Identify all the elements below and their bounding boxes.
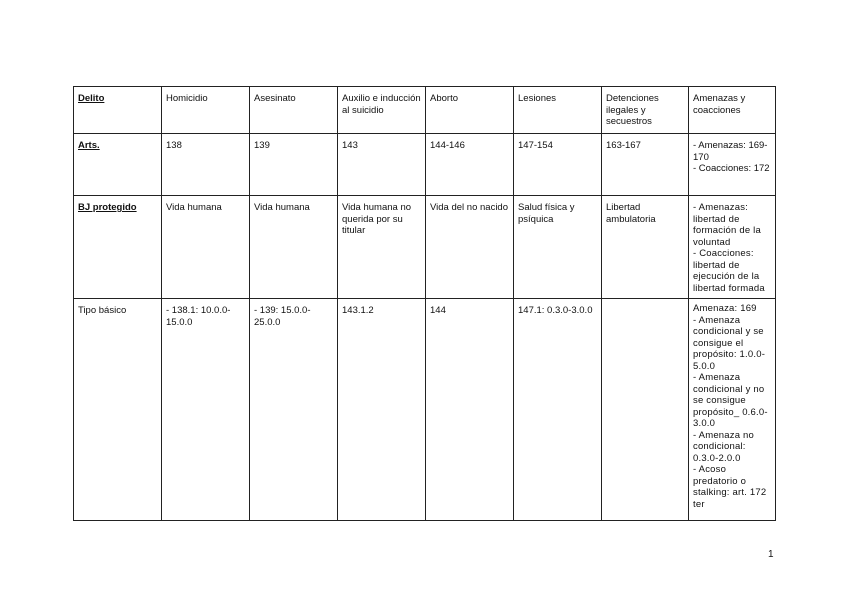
row-label-delito: Delito: [74, 87, 162, 134]
table-cell: - 138.1: 10.0.0-15.0.0: [162, 299, 250, 521]
table-cell: Vida del no nacido: [426, 196, 514, 299]
table-cell: [602, 299, 689, 521]
row-label-tipo-basico: Tipo básico: [74, 299, 162, 521]
table-cell: Aborto: [426, 87, 514, 134]
table-cell: Detenciones ilegales y secuestros: [602, 87, 689, 134]
table-cell: 139: [250, 134, 338, 196]
table-cell: Homicidio: [162, 87, 250, 134]
crimes-table: [73, 86, 776, 521]
table-cell: Vida humana: [162, 196, 250, 299]
table-cell: 147.1: 0.3.0-3.0.0: [514, 299, 602, 521]
table-cell: 147-154: [514, 134, 602, 196]
table-cell: Vida humana no querida por su titular: [338, 196, 426, 299]
table-cell: 143.1.2: [338, 299, 426, 521]
table-cell: Amenaza: 169 - Amenaza condicional y se consigue el propósito: 1.0.0-5.0.0 - Amenaza condicional y no se consigue propósito_ 0.6.0-3.0.0 - Amenaza no condicional: 0.3.0-2.0.0 - Acoso predatorio o stalking: art. 172 ter: [689, 299, 776, 521]
row-label-bj-protegido: BJ protegido: [74, 196, 162, 299]
table-cell: Lesiones: [514, 87, 602, 134]
table-cell: Asesinato: [250, 87, 338, 134]
table-row: [74, 196, 776, 299]
page-number: 1: [768, 549, 774, 560]
table-cell: Auxilio e inducción al suicidio: [338, 87, 426, 134]
table-cell: Amenazas y coacciones: [689, 87, 776, 134]
table-cell: 144: [426, 299, 514, 521]
table-cell: 144-146: [426, 134, 514, 196]
table-cell: Vida humana: [250, 196, 338, 299]
table-cell: - 139: 15.0.0-25.0.0: [250, 299, 338, 521]
table-row: [74, 134, 776, 196]
table-cell: 163-167: [602, 134, 689, 196]
table-cell: 143: [338, 134, 426, 196]
table-cell: - Amenazas: 169-170 - Coacciones: 172: [689, 134, 776, 196]
table-cell: Libertad ambulatoria: [602, 196, 689, 299]
table-cell: Salud física y psíquica: [514, 196, 602, 299]
table-row: [74, 299, 776, 521]
table-cell: 138: [162, 134, 250, 196]
table-cell: - Amenazas: libertad de formación de la voluntad - Coacciones: libertad de ejecución de la libertad formada: [689, 196, 776, 299]
table-row: [74, 87, 776, 134]
row-label-arts: Arts.: [74, 134, 162, 196]
